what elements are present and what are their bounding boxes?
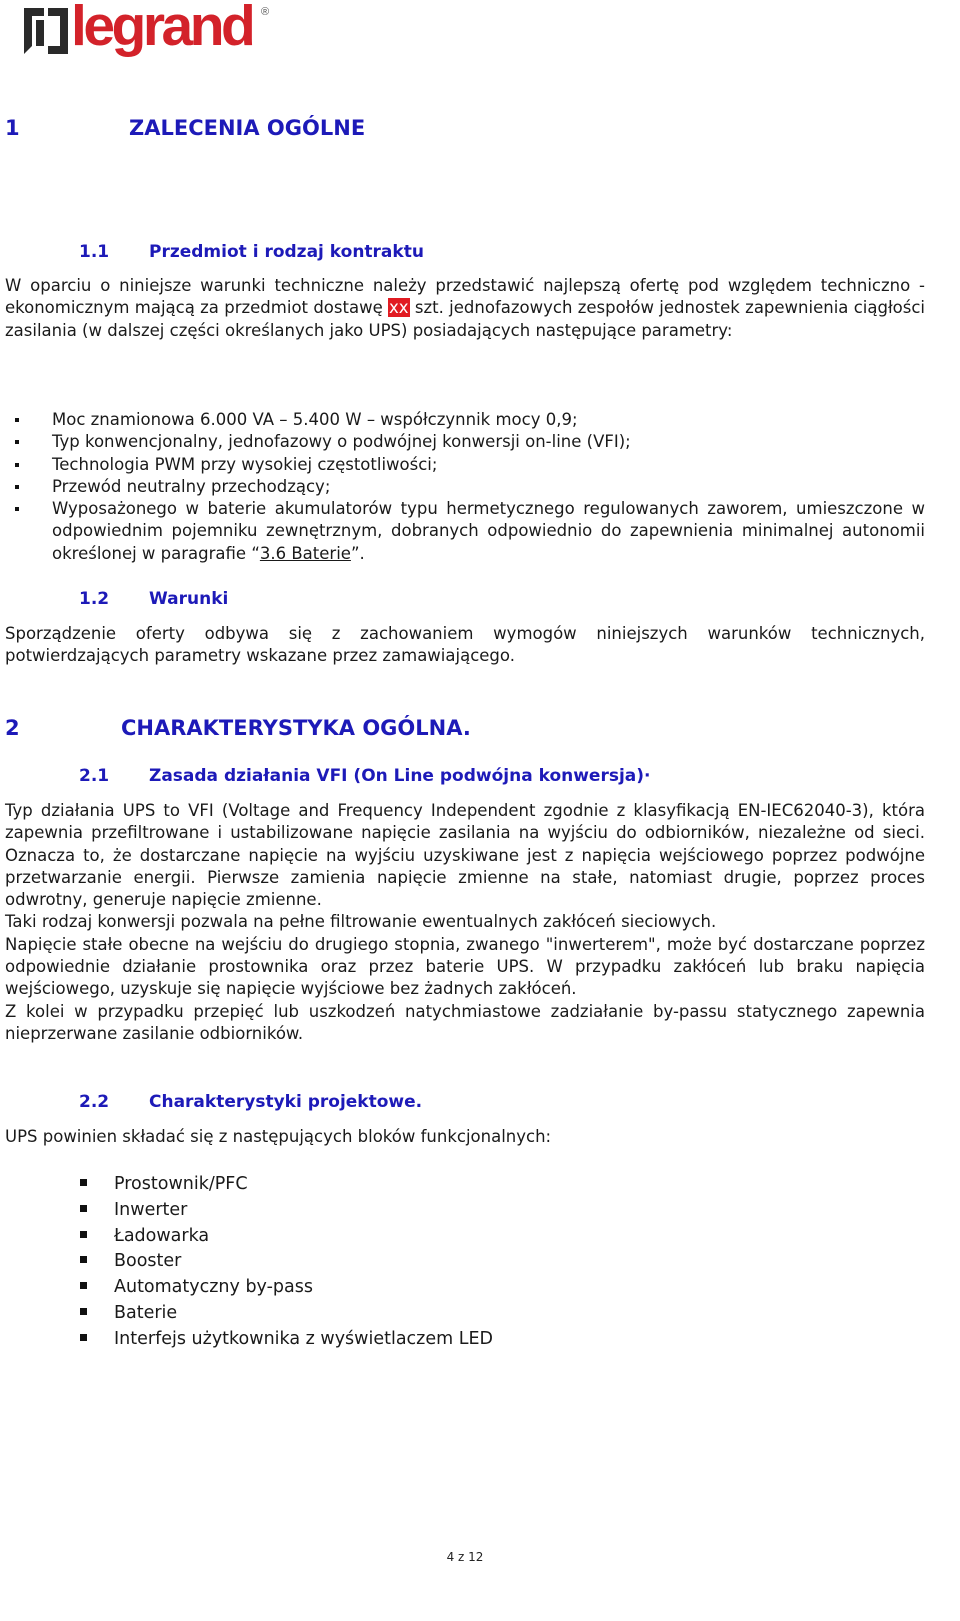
subsection-title: Przedmiot i rodzaj kontraktu — [149, 242, 424, 262]
list-item — [80, 1172, 680, 1198]
list-item — [80, 1224, 680, 1250]
list-item-text: Technologia PWM przy wysokiej częstotliwości; — [52, 454, 438, 474]
list-item-text: Prostownik/PFC — [114, 1174, 248, 1194]
legrand-mark-icon — [24, 8, 68, 54]
section-title: ZALECENIA OGÓLNE — [129, 116, 366, 140]
list-item — [12, 454, 925, 476]
subsection-number: 2.2 — [79, 1092, 110, 1112]
list-item-text: Booster — [114, 1251, 182, 1272]
bullet-icon — [80, 1231, 87, 1238]
bullet-icon — [80, 1282, 87, 1289]
list-item-text: Wyposażonego w baterie akumulatorów typu hermetycznego regulowanych zaworem, umieszczone w odpowiednim pojemniku zewnętrznym, dobranych odpowiednio do zapewnienia minimalnej autonomii określonej w paragrafie “ — [52, 499, 925, 563]
list-item — [12, 431, 925, 453]
subsection-number: 1.1 — [79, 242, 110, 262]
parameter-list — [12, 409, 925, 565]
list-item — [12, 498, 925, 565]
paragraph: Z kolei w przypadku przepięć lub uszkodzeń natychmiastowe zadziałanie by-passu statycznego zapewnia nieprzerwane zasilanie odbiorników. — [5, 1001, 925, 1043]
registered-mark: ® — [261, 6, 270, 18]
list-item-text: Automatyczny by-pass — [114, 1277, 313, 1298]
list-item-text: Przewód neutralny przechodzący; — [52, 476, 331, 496]
highlighted-quantity: xx — [389, 298, 409, 318]
section-title: CHARAKTERYSTYKA OGÓLNA. — [121, 716, 471, 740]
blocks-intro: UPS powinien składać się z następujących bloków funkcjonalnych: — [5, 1127, 552, 1146]
section-number: 1 — [5, 116, 20, 140]
list-item-text: Inwerter — [114, 1199, 188, 1220]
battery-section-link[interactable]: 3.6 Baterie — [259, 543, 351, 563]
list-item-text: Baterie — [114, 1302, 178, 1323]
subsection-title: Zasada działania VFI (On Line podwójna konwersja)· — [149, 766, 651, 786]
subsection-title: Warunki — [149, 589, 229, 609]
paragraph: Typ działania UPS to VFI (Voltage and Frequency Independent zgodnie z klasyfikacją EN-IEC62040-3), która zapewnia przefiltrowane i ustabilizowane napięcie zasilania na wyjściu do odbiorników, niezależne od sieci. Oznacza to, że dostarczane napięcie na wyjściu uzyskiwane jest z napięcia wejściowego poprzez podwójne przetwarzanie energii. Pierwsze zamienia napięcie zmienne na stałe, natomiast drugie, poprzez proces odwrotny, generuje napięcie zmienne. — [5, 801, 925, 910]
subsection-title: Charakterystyki projektowe. — [149, 1092, 423, 1112]
bullet-icon — [15, 463, 19, 467]
logo-text: legrand — [71, 0, 253, 58]
legrand-logo — [24, 0, 274, 68]
bullet-icon — [80, 1334, 87, 1341]
vfi-description — [5, 800, 925, 1045]
bullet-icon — [15, 507, 19, 511]
subsection-number: 1.2 — [79, 589, 110, 609]
list-item-text: Ładowarka — [114, 1225, 210, 1246]
list-item — [80, 1249, 680, 1275]
paragraph: Napięcie stałe obecne na wejściu do drugiego stopnia, zwanego "inwerterem", może być dostarczane poprzez odpowiednie działanie prostownika oraz przez baterie UPS. W przypadku zakłóceń lub braku napięcia wejściowego, uzyskuje się napięcie wyjściowe bez żadnych zakłóceń. — [5, 934, 925, 999]
bullet-icon — [80, 1179, 87, 1186]
intro-paragraph — [5, 275, 925, 342]
bullet-icon — [15, 485, 19, 489]
list-item — [80, 1301, 680, 1327]
page-number: 4 z 12 — [446, 1550, 484, 1564]
paragraph-text: szt. jednofazowych zespołów jednostek zapewnienia ciągłości zasilania (w dalszej części określanych jako UPS) posiadających następujące parametry: — [5, 298, 925, 340]
functional-blocks-list — [80, 1172, 680, 1353]
bullet-icon — [15, 418, 19, 422]
list-item — [12, 409, 925, 431]
list-item — [80, 1275, 680, 1301]
list-item-text: ”. — [350, 543, 365, 563]
section-number: 2 — [5, 716, 20, 740]
subsection-number: 2.1 — [79, 766, 110, 786]
list-item-text: Interfejs użytkownika z wyświetlaczem LED — [114, 1328, 494, 1349]
bullet-icon — [15, 440, 19, 444]
bullet-icon — [80, 1205, 87, 1212]
paragraph-text: W oparciu o niniejsze warunki techniczne należy przedstawić najlepszą ofertę pod względem techniczno - ekonomicznym mającą za przedmiot dostawę — [5, 276, 925, 318]
list-item-text: Moc znamionowa 6.000 VA – 5.400 W – współczynnik mocy 0,9; — [52, 410, 578, 429]
list-item-text: Typ konwencjonalny, jednofazowy o podwójnej konwersji on-line (VFI); — [52, 432, 631, 452]
conditions-paragraph: Sporządzenie oferty odbywa się z zachowaniem wymogów niniejszych warunków technicznych, potwierdzających parametry wskazane przez zamawiającego. — [5, 624, 925, 666]
bullet-icon — [80, 1308, 87, 1315]
bullet-icon — [80, 1256, 87, 1263]
list-item — [80, 1198, 680, 1224]
paragraph: Taki rodzaj konwersji pozwala na pełne filtrowanie ewentualnych zakłóceń sieciowych. — [5, 912, 717, 932]
list-item — [80, 1327, 680, 1353]
list-item — [12, 476, 925, 498]
